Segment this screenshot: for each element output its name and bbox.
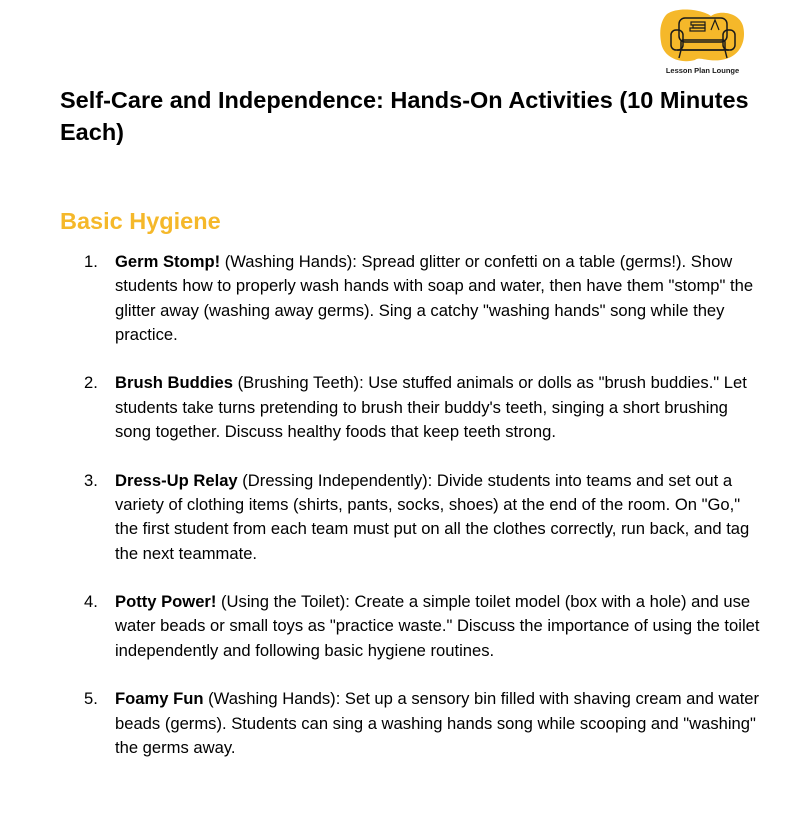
activity-number: 2.: [84, 373, 98, 393]
activity-name: Germ Stomp!: [115, 252, 221, 271]
brand-logo: [655, 8, 750, 78]
activity-name: Foamy Fun: [115, 689, 204, 709]
activity-description: (Washing Hands): Spread glitter or confetti on a table (germs!). Show students how to properly wash hands with soap and water, then have them "stomp" the glitter away (washing away germs). Sing a catchy "washing hands" song while they practice.: [115, 252, 754, 344]
activity-number: 4.: [84, 592, 98, 612]
activity-number: 3.: [84, 470, 98, 490]
activity-description: (Using the Toilet): Create a simple toilet model (box with a hole) and use water beads or small toys as "practice waste." Discuss the importance of using the toilet independently and following basic hygiene routines.: [115, 592, 760, 660]
activity-number: 5.: [84, 689, 98, 709]
activity-number: 1.: [84, 252, 98, 271]
activity-description: (Dressing Independently): Divide students into teams and set out a variety of clothing items (shirts, pants, socks, shoes) at the end of the room. On "Go," the first student from each team must put on all the clothes correctly, run back, and tag the next teammate.: [115, 470, 750, 563]
activity-name: Potty Power!: [115, 592, 217, 612]
page-title: Self-Care and Independence: Hands-On Activities (10 Minutes Each): [60, 87, 749, 145]
armchair-icon: [659, 8, 747, 64]
activity-name: Brush Buddies: [115, 373, 234, 393]
activity-item: [84, 371, 760, 444]
activity-description: (Washing Hands): Set up a sensory bin filled with shaving cream and water beads (germs). Students can sing a washing hands song while scooping and "washing" the germs away.: [115, 689, 760, 757]
section-heading: Basic Hygiene: [60, 208, 221, 234]
activity-item: [84, 469, 760, 566]
activity-description: (Brushing Teeth): Use stuffed animals or dolls as "brush buddies." Let students take turns pretending to brush their buddy's teeth, singing a short brushing song together. Discuss healthy foods that keep teeth strong.: [115, 373, 747, 442]
activity-name: Dress-Up Relay: [115, 470, 238, 490]
activity-item: [84, 590, 760, 663]
activity-item: [84, 250, 760, 347]
brand-name: Lesson Plan Lounge: [665, 66, 740, 75]
activity-item: [84, 687, 760, 760]
activity-list: [84, 250, 760, 785]
